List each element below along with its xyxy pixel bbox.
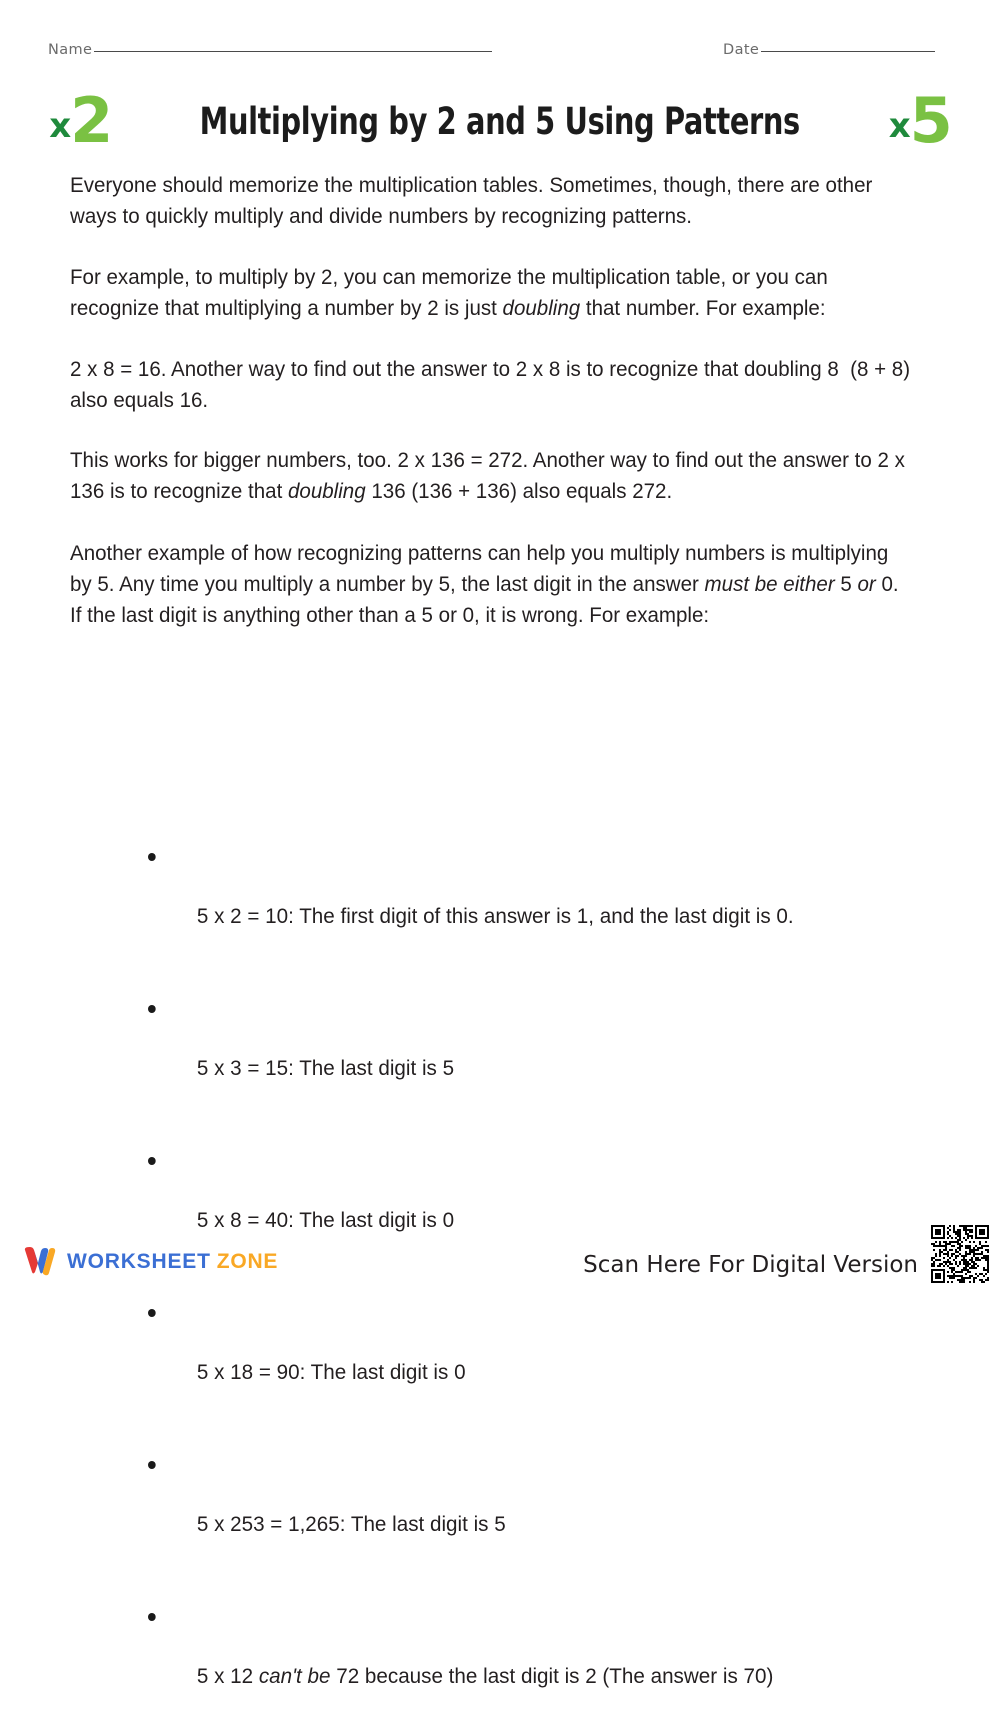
list-item [148, 993, 916, 1113]
list-item [148, 1297, 916, 1417]
bullet-dot-icon [148, 853, 156, 861]
name-label: Name [48, 42, 93, 58]
qr-code-image [931, 1225, 989, 1283]
mascot-x2-times-symbol: x [49, 106, 71, 147]
mascot-x5 [888, 83, 951, 157]
list-item-text: 5 x 8 = 40: The last digit is 0 [196, 1208, 455, 1232]
mascot-x5-numeral: 5 [909, 83, 951, 157]
list-item-text: 5 x 2 = 10: The first digit of this answer is 1, and the last digit is 0. [196, 904, 794, 928]
paragraph-example-2x136: This works for bigger numbers, too. 2 x 136 = 272. Another way to find out the answer to 2 x 136 is to recognize that doubling 136 (136 + 136) also equals 272. [70, 448, 911, 503]
worksheet-zone-logo[interactable] [22, 1244, 278, 1278]
list-item [148, 1449, 916, 1569]
list-item [148, 1601, 916, 1721]
list-item [148, 841, 916, 961]
paragraph-multiply-by-5: Another example of how recognizing patterns can help you multiply numbers is multiplying by 5. Any time you multiply a number by 5, the last digit in the answer must be either 5 or 0. If the last digit is anything other than a 5 or 0, it is wrong. For example: [70, 541, 905, 627]
list-item-text: 5 x 3 = 15: The last digit is 5 [196, 1056, 455, 1080]
lesson-body [70, 170, 950, 631]
header-fields [0, 42, 1000, 72]
worksheet-zone-wordmark [67, 1251, 278, 1272]
date-write-line[interactable] [761, 51, 935, 52]
qr-code[interactable] [928, 1222, 992, 1286]
date-label: Date [723, 42, 760, 58]
bullet-dot-icon [148, 1005, 156, 1013]
paragraph-example-2x8: 2 x 8 = 16. Another way to find out the answer to 2 x 8 is to recognize that doubling 8 (8 + 8) also equals 16. [70, 357, 916, 412]
name-field[interactable] [48, 42, 492, 58]
list-item-text: 5 x 253 = 1,265: The last digit is 5 [196, 1512, 506, 1536]
list-item-text: 5 x 12 can't be 72 because the last digit is 2 (The answer is 70) [196, 1664, 774, 1688]
bullet-dot-icon [148, 1613, 156, 1621]
list-item-text: 5 x 18 = 90: The last digit is 0 [196, 1360, 466, 1384]
worksheet-title-row [0, 83, 1000, 157]
page-footer [0, 1214, 1000, 1294]
bullet-dot-icon [148, 1157, 156, 1165]
brand-word-zone: ZONE [216, 1249, 279, 1273]
mascot-x2-numeral: 2 [70, 83, 112, 157]
mascot-x5-times-symbol: x [888, 106, 910, 147]
date-field[interactable] [723, 42, 935, 58]
brand-word-worksheet: WORKSHEET [67, 1249, 211, 1273]
scan-instruction-text: Scan Here For Digital Version [583, 1252, 918, 1278]
paragraph-intro: Everyone should memorize the multiplication tables. Sometimes, though, there are other ways to quickly multiply and divide numbers by recognizing patterns. [70, 173, 879, 228]
page-title: Multiplying by 2 and 5 Using Patterns [199, 99, 801, 143]
bullet-dot-icon [148, 1309, 156, 1317]
bullet-dot-icon [148, 1461, 156, 1469]
name-write-line[interactable] [94, 51, 492, 52]
worksheet-zone-logo-mark [22, 1244, 58, 1278]
mascot-x2 [49, 83, 112, 157]
paragraph-example-intro: For example, to multiply by 2, you can memorize the multiplication table, or you can recognize that multiplying a number by 2 is just doubling that number. For example: [70, 265, 834, 320]
